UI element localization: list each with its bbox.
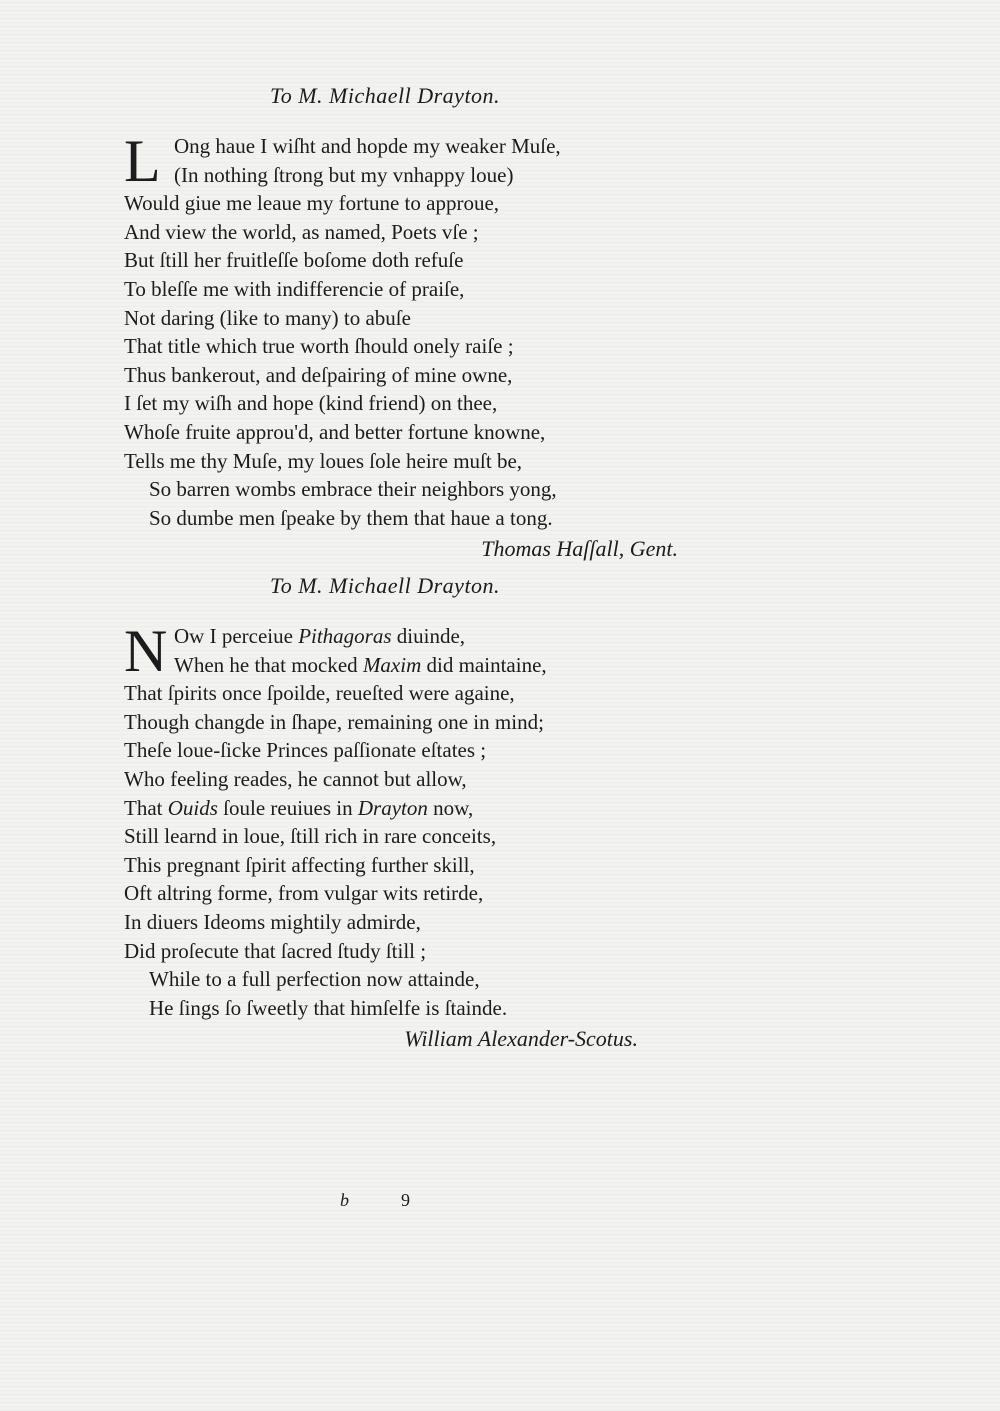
line-text: This pregnant ſpirit affecting further skill, (124, 852, 475, 877)
poem-line (124, 794, 704, 823)
italic-name: Drayton (357, 795, 428, 820)
line-text: Ong haue I wiſht and hopde my weaker Muſe, (174, 134, 561, 158)
poem-signature: Thomas Haſſall, Gent. (481, 536, 678, 562)
poem-line (124, 361, 704, 390)
line-text: Tells me thy Muſe, my loues ſole heire muſt be, (124, 448, 523, 473)
poem-line (124, 189, 704, 218)
poem-line (124, 447, 704, 476)
poem-line (124, 246, 704, 275)
line-text: That ſpirits once ſpoilde, reueſted were againe, (124, 681, 515, 706)
drop-cap: N (124, 618, 168, 684)
line-text: ſoule reuiues in (217, 795, 358, 820)
drop-cap: L (124, 128, 161, 194)
poem-heading: To M. Michaell Drayton. (270, 573, 501, 598)
poem-line (124, 908, 704, 937)
poem-line (124, 651, 704, 680)
line-text: Theſe loue-ſicke Princes paſſionate eſtates ; (124, 738, 487, 763)
line-text: So dumbe men ſpeake by them that haue a tong. (149, 505, 553, 530)
poem-line (124, 161, 704, 190)
line-text: So barren wombs embrace their neighbors yong, (149, 477, 557, 502)
signature-mark: b (340, 1190, 349, 1210)
poem-lines (124, 128, 704, 532)
poem-line (124, 937, 704, 966)
line-text: Would giue me leaue my fortune to approue, (124, 191, 500, 216)
line-text: now, (427, 795, 474, 820)
poem-line (124, 736, 704, 765)
italic-name: Maxim (362, 652, 422, 677)
line-text: While to a full perfection now attainde, (149, 967, 480, 992)
line-text: And view the world, as named, Poets vſe ; (124, 219, 479, 244)
line-text: Still learnd in loue, ſtill rich in rare conceits, (124, 824, 497, 849)
poem-line (124, 275, 704, 304)
line-text: He ſings ſo ſweetly that himſelfe is ſtainde. (149, 995, 508, 1020)
line-text: Not daring (like to many) to abuſe (124, 305, 411, 330)
line-text: Who feeling reades, he cannot but allow, (124, 766, 467, 791)
line-text: Oft altring forme, from vulgar wits retirde, (124, 881, 484, 906)
line-text: did maintaine, (421, 652, 547, 677)
line-text: Though changde in ſhape, remaining one in mind; (124, 709, 544, 734)
poem-line (124, 822, 704, 851)
poem-line (124, 622, 704, 651)
line-text: I ſet my wiſh and hope (kind friend) on thee, (124, 391, 498, 416)
page-footer (340, 1188, 410, 1212)
poem-alexander (124, 566, 704, 1054)
poem-line (124, 879, 704, 908)
line-text: Did proſecute that ſacred ſtudy ſtill ; (124, 938, 427, 963)
line-text: Whoſe fruite approu'd, and better fortune knowne, (124, 419, 546, 444)
poem-line (124, 965, 704, 994)
line-text: That (124, 795, 168, 820)
line-text: Ow I perceiue (174, 624, 299, 648)
poem-line (124, 218, 704, 247)
italic-name: Ouids (167, 795, 218, 820)
poem-hassall (124, 76, 704, 564)
poem-line (124, 851, 704, 880)
line-text: (In nothing ſtrong but my vnhappy loue) (174, 162, 514, 187)
line-text: diuinde, (391, 624, 466, 648)
poem-signature: William Alexander-Scotus. (404, 1026, 638, 1052)
poem-line (124, 389, 704, 418)
italic-name: Pithagoras (298, 624, 392, 648)
poem-line (124, 708, 704, 737)
line-text: To bleſſe me with indifferencie of praiſe, (124, 276, 465, 301)
line-text: But ſtill her fruitleſſe boſome doth refuſe (124, 248, 464, 273)
line-text: When he that mocked (174, 652, 363, 677)
poem-line (124, 475, 704, 504)
page-number: 9 (401, 1190, 410, 1210)
line-text: That title which true worth ſhould onely raiſe ; (124, 334, 514, 359)
poem-line (124, 418, 704, 447)
poem-line (124, 332, 704, 361)
line-text: Thus bankerout, and deſpairing of mine owne, (124, 362, 513, 387)
poem-lines (124, 618, 704, 1022)
poem-line (124, 504, 704, 533)
poem-line (124, 994, 704, 1023)
poem-line (124, 765, 704, 794)
line-text: In diuers Ideoms mightily admirde, (124, 909, 421, 934)
poem-line (124, 679, 704, 708)
poem-line (124, 304, 704, 333)
poem-line (124, 132, 704, 161)
poem-heading: To M. Michaell Drayton. (270, 83, 501, 108)
